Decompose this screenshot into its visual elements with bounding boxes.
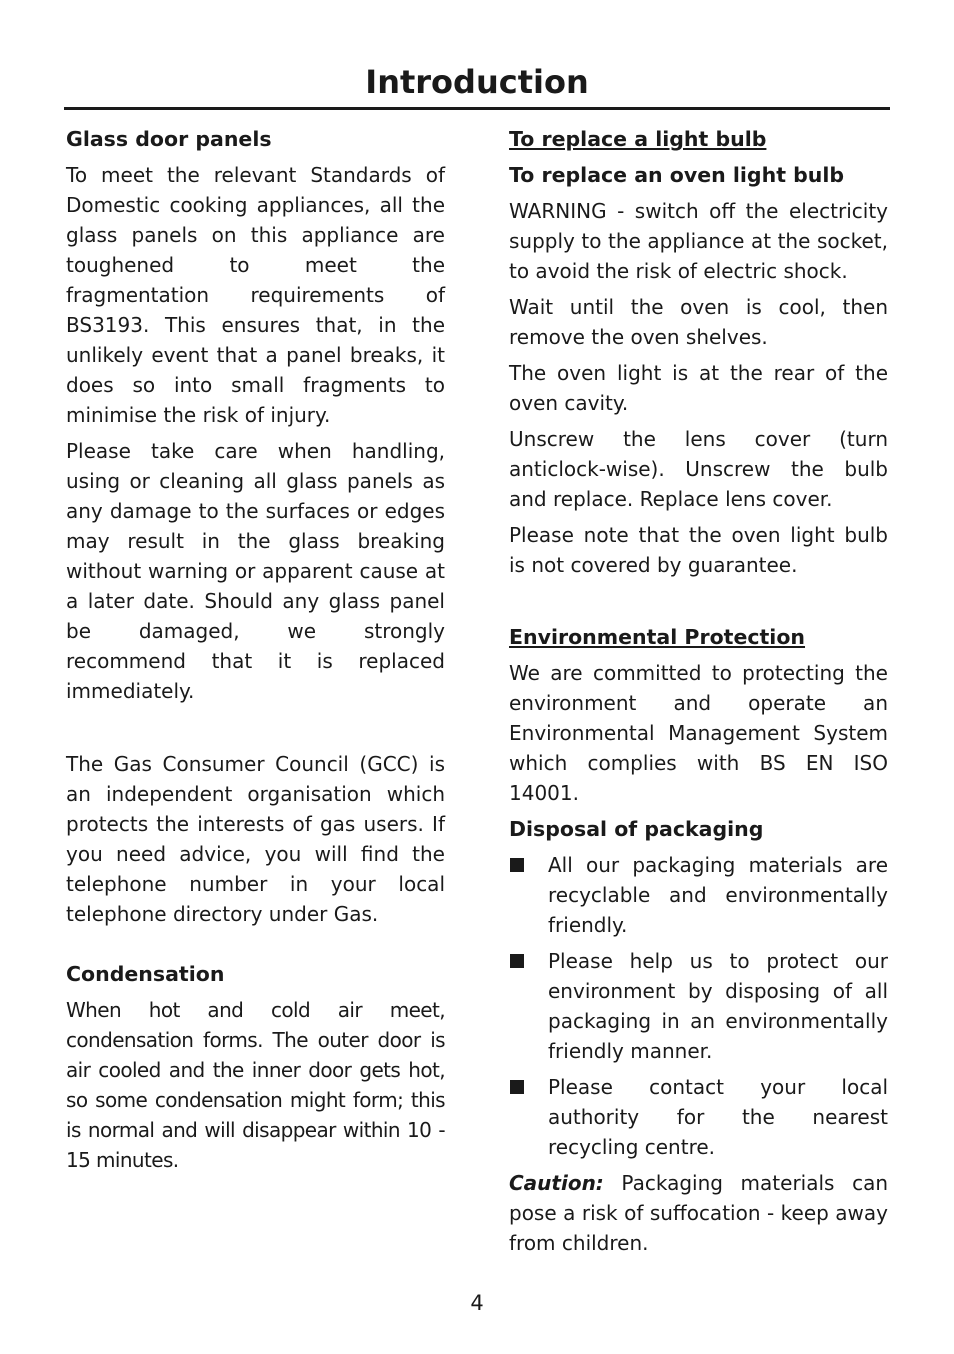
light-bulb-warning: WARNING - switch off the electricity supply to the appliance at the socket, to avoid the risk of electric shock. [509, 199, 888, 283]
light-bulb-paragraph-4: Unscrew the lens cover (turn anticlock-wise). Unscrew the bulb and replace. Replace lens cover. [509, 427, 888, 511]
gcc-paragraph: The Gas Consumer Council (GCC) is an independent organisation which protects the interests of gas users. If you need advice, you will find the telephone number in your local telephone directory under Gas. [66, 752, 445, 926]
light-bulb-paragraph-5: Please note that the oven light bulb is not covered by guarantee. [509, 523, 888, 577]
environmental-protection-heading: Environmental Protection [509, 625, 806, 649]
replace-light-bulb-heading: To replace a light bulb [509, 127, 767, 151]
caution-label: Caution: [509, 1171, 604, 1195]
right-column [509, 124, 888, 1264]
bullet-text: Please contact your local authority for the nearest recycling centre. [548, 1075, 888, 1159]
page-title: Introduction [365, 63, 589, 101]
title-rule [64, 107, 890, 110]
condensation-paragraph: When hot and cold air meet, condensation forms. The outer door is air cooled and the inner door gets hot, so some condensation might form; this is normal and will disappear within 10 - 15 minutes. [66, 998, 445, 1172]
glass-paragraph-1: To meet the relevant Standards of Domestic cooking appliances, all the glass panels on this appliance are toughened to meet the fragmentation requirements of BS3193. This ensures that, in the unlikely event that a panel breaks, it does so into small fragments to minimise the risk of injury. [66, 163, 445, 427]
list-item [509, 1072, 888, 1162]
disposal-of-packaging-heading: Disposal of packaging [509, 817, 764, 841]
bullet-text: Please help us to protect our environment by disposing of all packaging in an environmentally friendly manner. [548, 949, 888, 1063]
list-item [509, 850, 888, 940]
glass-paragraph-2: Please take care when handling, using or cleaning all glass panels as any damage to the surfaces or edges may result in the glass breaking without warning or apparent cause at a later date. Should any glass panel be damaged, we strongly recommend that it is replaced immediately. [66, 439, 445, 703]
list-item [509, 946, 888, 1066]
square-bullet-icon [510, 1080, 524, 1094]
bullet-text: All our packaging materials are recyclable and environmentally friendly. [548, 853, 888, 937]
replace-oven-light-bulb-subheading: To replace an oven light bulb [509, 163, 845, 187]
packaging-bullet-list [509, 850, 888, 1162]
square-bullet-icon [510, 954, 524, 968]
light-bulb-paragraph-3: The oven light is at the rear of the oven cavity. [509, 361, 888, 415]
page-number: 4 [470, 1291, 484, 1315]
square-bullet-icon [510, 858, 524, 872]
condensation-heading: Condensation [66, 962, 225, 986]
glass-door-panels-heading: Glass door panels [66, 127, 272, 151]
light-bulb-paragraph-2: Wait until the oven is cool, then remove the oven shelves. [509, 295, 888, 349]
caution-paragraph [509, 1168, 888, 1258]
environment-paragraph: We are committed to protecting the environment and operate an Environmental Management System which complies with BS EN ISO 14001. [509, 661, 888, 805]
caution-text: Packaging materials can pose a risk of suffocation - keep away from children. [509, 1171, 888, 1255]
left-column [66, 124, 445, 1181]
